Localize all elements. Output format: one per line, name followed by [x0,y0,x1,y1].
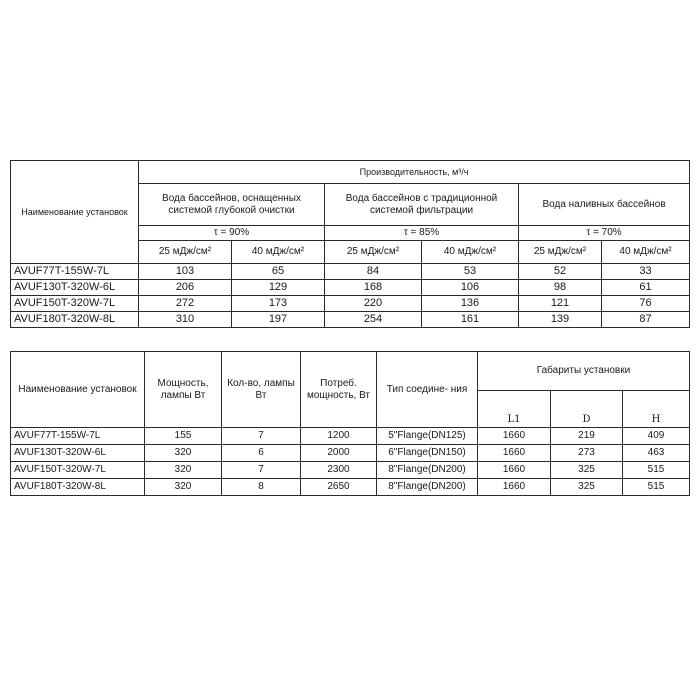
t2-row-name: AVUF180T-320W-8L [11,479,145,496]
t1-cell: 98 [519,280,602,296]
t2-consumption-header: Потреб. мощность, Вт [301,352,377,428]
table-row [11,312,690,328]
t1-group-tau: τ = 70% [519,226,690,241]
t1-cell: 197 [232,312,325,328]
t2-cell-d: 273 [551,445,623,462]
t2-cell-l1: 1660 [478,428,551,445]
t2-row-name: AVUF150T-320W-7L [11,462,145,479]
t1-cell: 61 [602,280,690,296]
t1-cell: 254 [325,312,422,328]
t2-connection-header: Тип соедине- ния [377,352,478,428]
t2-cell-h: 515 [623,479,690,496]
t1-unit-header: 40 мДж/см² [602,241,690,264]
t2-cell-h: 409 [623,428,690,445]
t1-cell: 52 [519,264,602,280]
t2-cell-l1: 1660 [478,479,551,496]
t1-cell: 53 [422,264,519,280]
t1-cell: 87 [602,312,690,328]
t2-cell-l1: 1660 [478,445,551,462]
t1-cell: 129 [232,280,325,296]
t1-unit-header: 25 мДж/см² [519,241,602,264]
t2-cell-count: 7 [222,428,301,445]
t1-unit-header: 25 мДж/см² [325,241,422,264]
t1-group-title: Вода бассейнов с традиционной системой фильтрации [325,184,519,226]
t2-name-header: Наименование установок [11,352,145,428]
t1-cell: 272 [139,296,232,312]
t1-performance-header: Производительность, м³/ч [139,161,690,184]
t2-cell-count: 8 [222,479,301,496]
t1-row-name: AVUF77T-155W-7L [11,264,139,280]
t2-cell-h: 463 [623,445,690,462]
t2-cell-consumption: 1200 [301,428,377,445]
t2-cell-consumption: 2300 [301,462,377,479]
t1-group-tau: τ = 85% [325,226,519,241]
t1-cell: 76 [602,296,690,312]
t2-row-name: AVUF130T-320W-6L [11,445,145,462]
t1-cell: 139 [519,312,602,328]
t1-cell: 161 [422,312,519,328]
t2-cell-power: 320 [145,462,222,479]
t1-unit-header: 40 мДж/см² [422,241,519,264]
t2-cell-l1: 1660 [478,462,551,479]
t1-unit-header: 40 мДж/см² [232,241,325,264]
t1-cell: 121 [519,296,602,312]
t2-cell-h: 515 [623,462,690,479]
t2-h-header: H [623,391,690,428]
table-row [11,296,690,312]
t1-cell: 106 [422,280,519,296]
t2-row-name: AVUF77T-155W-7L [11,428,145,445]
t2-cell-connection: 5"Flange(DN125) [377,428,478,445]
table-row [11,280,690,296]
table-row [11,462,690,479]
t2-count-header: Кол-во, лампы Вт [222,352,301,428]
t1-name-header: Наименование установок [11,161,139,264]
t2-dimensions-header: Габариты установки [478,352,690,391]
t1-cell: 136 [422,296,519,312]
t2-cell-connection: 6"Flange(DN150) [377,445,478,462]
t1-cell: 310 [139,312,232,328]
t2-cell-connection: 8"Flange(DN200) [377,462,478,479]
t2-cell-consumption: 2650 [301,479,377,496]
t2-d-header: D [551,391,623,428]
t2-cell-consumption: 2000 [301,445,377,462]
t2-cell-connection: 8"Flange(DN200) [377,479,478,496]
t2-cell-d: 325 [551,479,623,496]
t1-cell: 33 [602,264,690,280]
t2-cell-power: 155 [145,428,222,445]
t2-power-header: Мощность, лампы Вт [145,352,222,428]
t1-unit-header: 25 мДж/см² [139,241,232,264]
specifications-table [10,351,690,496]
performance-table [10,160,690,328]
table-row [11,479,690,496]
t2-cell-d: 325 [551,462,623,479]
t1-cell: 84 [325,264,422,280]
t1-row-name: AVUF150T-320W-7L [11,296,139,312]
t2-cell-d: 219 [551,428,623,445]
t1-row-name: AVUF130T-320W-6L [11,280,139,296]
t2-l1-header: L1 [478,391,551,428]
t1-group-tau: τ = 90% [139,226,325,241]
t1-cell: 206 [139,280,232,296]
t2-cell-count: 7 [222,462,301,479]
t1-cell: 65 [232,264,325,280]
t1-group-title: Вода наливных бассейнов [519,184,690,226]
t1-row-name: AVUF180T-320W-8L [11,312,139,328]
t1-cell: 220 [325,296,422,312]
t1-cell: 168 [325,280,422,296]
t1-group-title: Вода бассейнов, оснащенных системой глубокой очистки [139,184,325,226]
t2-cell-power: 320 [145,445,222,462]
t1-cell: 173 [232,296,325,312]
table-row [11,264,690,280]
t2-cell-power: 320 [145,479,222,496]
table-row [11,428,690,445]
t1-cell: 103 [139,264,232,280]
table-row [11,445,690,462]
t2-cell-count: 6 [222,445,301,462]
